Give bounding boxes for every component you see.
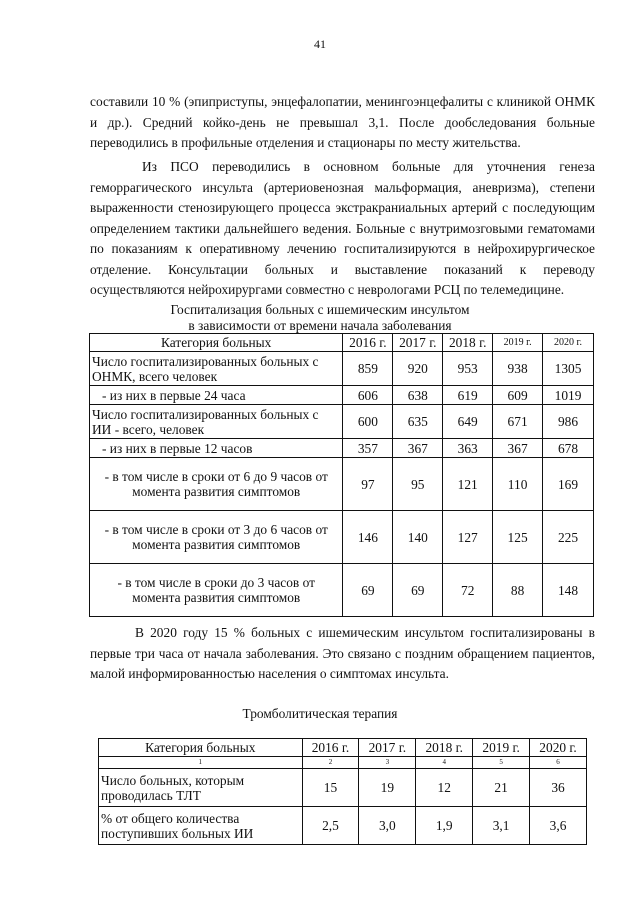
column-index-row [99,757,587,769]
cell-value: 600 [343,405,393,439]
table-header-row [99,739,587,757]
cell-value: 2,5 [302,807,359,845]
column-index: 4 [416,757,473,769]
cell-value: 609 [493,386,543,405]
row-category: - в том числе в сроки до 3 часов от момента развития симптомов [90,564,343,617]
column-index: 5 [473,757,530,769]
cell-value: 69 [393,564,443,617]
table-header-row [90,334,594,352]
cell-value: 3,0 [359,807,416,845]
column-index: 6 [530,757,587,769]
paragraph-2: Из ПСО переводились в основном больные для уточнения генеза геморрагического инсульта (артериовенозная мальформация, аневризма), степени выраженности стенозирующего процесса экстракраниальных артерий с последующим определением тактики дальнейшего ведения. Больные с внутримозговыми гематомами по показаниям к оперативному лечению госпитализируются в нейрохирургическое отделение. Консультации больных и выставление показаний к переводу осуществляются нейрохирургами совместно с неврологами РСЦ по телемедицине. [90,159,595,297]
cell-value: 140 [393,511,443,564]
column-index: 1 [99,757,303,769]
cell-value: 635 [393,405,443,439]
cell-value: 938 [493,352,543,386]
cell-value: 72 [443,564,493,617]
cell-value: 1305 [543,352,594,386]
cell-value: 21 [473,769,530,807]
column-index: 2 [302,757,359,769]
row-category: % от общего количества поступивших больных ИИ [99,807,303,845]
table-row [90,458,594,511]
cell-value: 225 [543,511,594,564]
cell-value: 121 [443,458,493,511]
cell-value: 12 [416,769,473,807]
row-category: Число госпитализированных больных с ОНМК, всего человек [90,352,343,386]
column-header-category: Категория больных [99,739,303,757]
column-header-2019: 2019 г. [493,334,543,352]
cell-value: 169 [543,458,594,511]
cell-value: 148 [543,564,594,617]
thrombolytic-table [98,738,587,845]
table-row [90,405,594,439]
row-category: - в том числе в сроки от 6 до 9 часов от момента развития симптомов [90,458,343,511]
table-row [90,439,594,458]
page-number: 41 [314,37,326,51]
hospitalization-table [89,333,594,617]
table1-caption-line1: Госпитализация больных с ишемическим инсультом [170,302,470,317]
cell-value: 36 [530,769,587,807]
cell-value: 619 [443,386,493,405]
cell-value: 125 [493,511,543,564]
cell-value: 97 [343,458,393,511]
cell-value: 357 [343,439,393,458]
cell-value: 127 [443,511,493,564]
cell-value: 678 [543,439,594,458]
cell-value: 88 [493,564,543,617]
table-row [90,511,594,564]
cell-value: 146 [343,511,393,564]
cell-value: 606 [343,386,393,405]
paragraph-1: составили 10 % (эпиприступы, энцефалопатии, менингоэнцефалиты с клиникой ОНМК и др.). Средний койко-день не превышал 3,1. После дообследования больные переводились в профильные отделения и стационары по месту жительства. [90,94,595,150]
cell-value: 3,6 [530,807,587,845]
column-index: 3 [359,757,416,769]
row-category: - в том числе в сроки от 3 до 6 часов от момента развития симптомов [90,511,343,564]
table1-caption-line2: в зависимости от времени начала заболевания [188,318,452,333]
column-header-2020: 2020 г. [543,334,594,352]
cell-value: 859 [343,352,393,386]
cell-value: 638 [393,386,443,405]
column-header-2018: 2018 г. [416,739,473,757]
table-row [99,807,587,845]
cell-value: 69 [343,564,393,617]
column-header-2016: 2016 г. [343,334,393,352]
column-header-2020: 2020 г. [530,739,587,757]
cell-value: 110 [493,458,543,511]
paragraph-3: В 2020 году 15 % больных с ишемическим инсультом госпитализированы в первые три часа от начала заболевания. Это связано с поздним обращением пациентов, малой информированностью населения о симптомах инсульта. [90,625,595,681]
table-row [90,564,594,617]
column-header-2018: 2018 г. [443,334,493,352]
column-header-2019: 2019 г. [473,739,530,757]
cell-value: 15 [302,769,359,807]
cell-value: 367 [393,439,443,458]
cell-value: 986 [543,405,594,439]
cell-value: 95 [393,458,443,511]
cell-value: 671 [493,405,543,439]
column-header-category: Категория больных [90,334,343,352]
cell-value: 367 [493,439,543,458]
column-header-2016: 2016 г. [302,739,359,757]
table-row [90,386,594,405]
row-category: - из них в первые 12 часов [90,439,343,458]
table2-caption: Тромболитическая терапия [242,706,398,721]
cell-value: 649 [443,405,493,439]
cell-value: 1,9 [416,807,473,845]
cell-value: 1019 [543,386,594,405]
table-row [99,769,587,807]
table-row [90,352,594,386]
cell-value: 363 [443,439,493,458]
row-category: Число госпитализированных больных с ИИ - всего, человек [90,405,343,439]
column-header-2017: 2017 г. [393,334,443,352]
row-category: - из них в первые 24 часа [90,386,343,405]
column-header-2017: 2017 г. [359,739,416,757]
row-category: Число больных, которым проводилась ТЛТ [99,769,303,807]
cell-value: 953 [443,352,493,386]
cell-value: 920 [393,352,443,386]
cell-value: 19 [359,769,416,807]
cell-value: 3,1 [473,807,530,845]
